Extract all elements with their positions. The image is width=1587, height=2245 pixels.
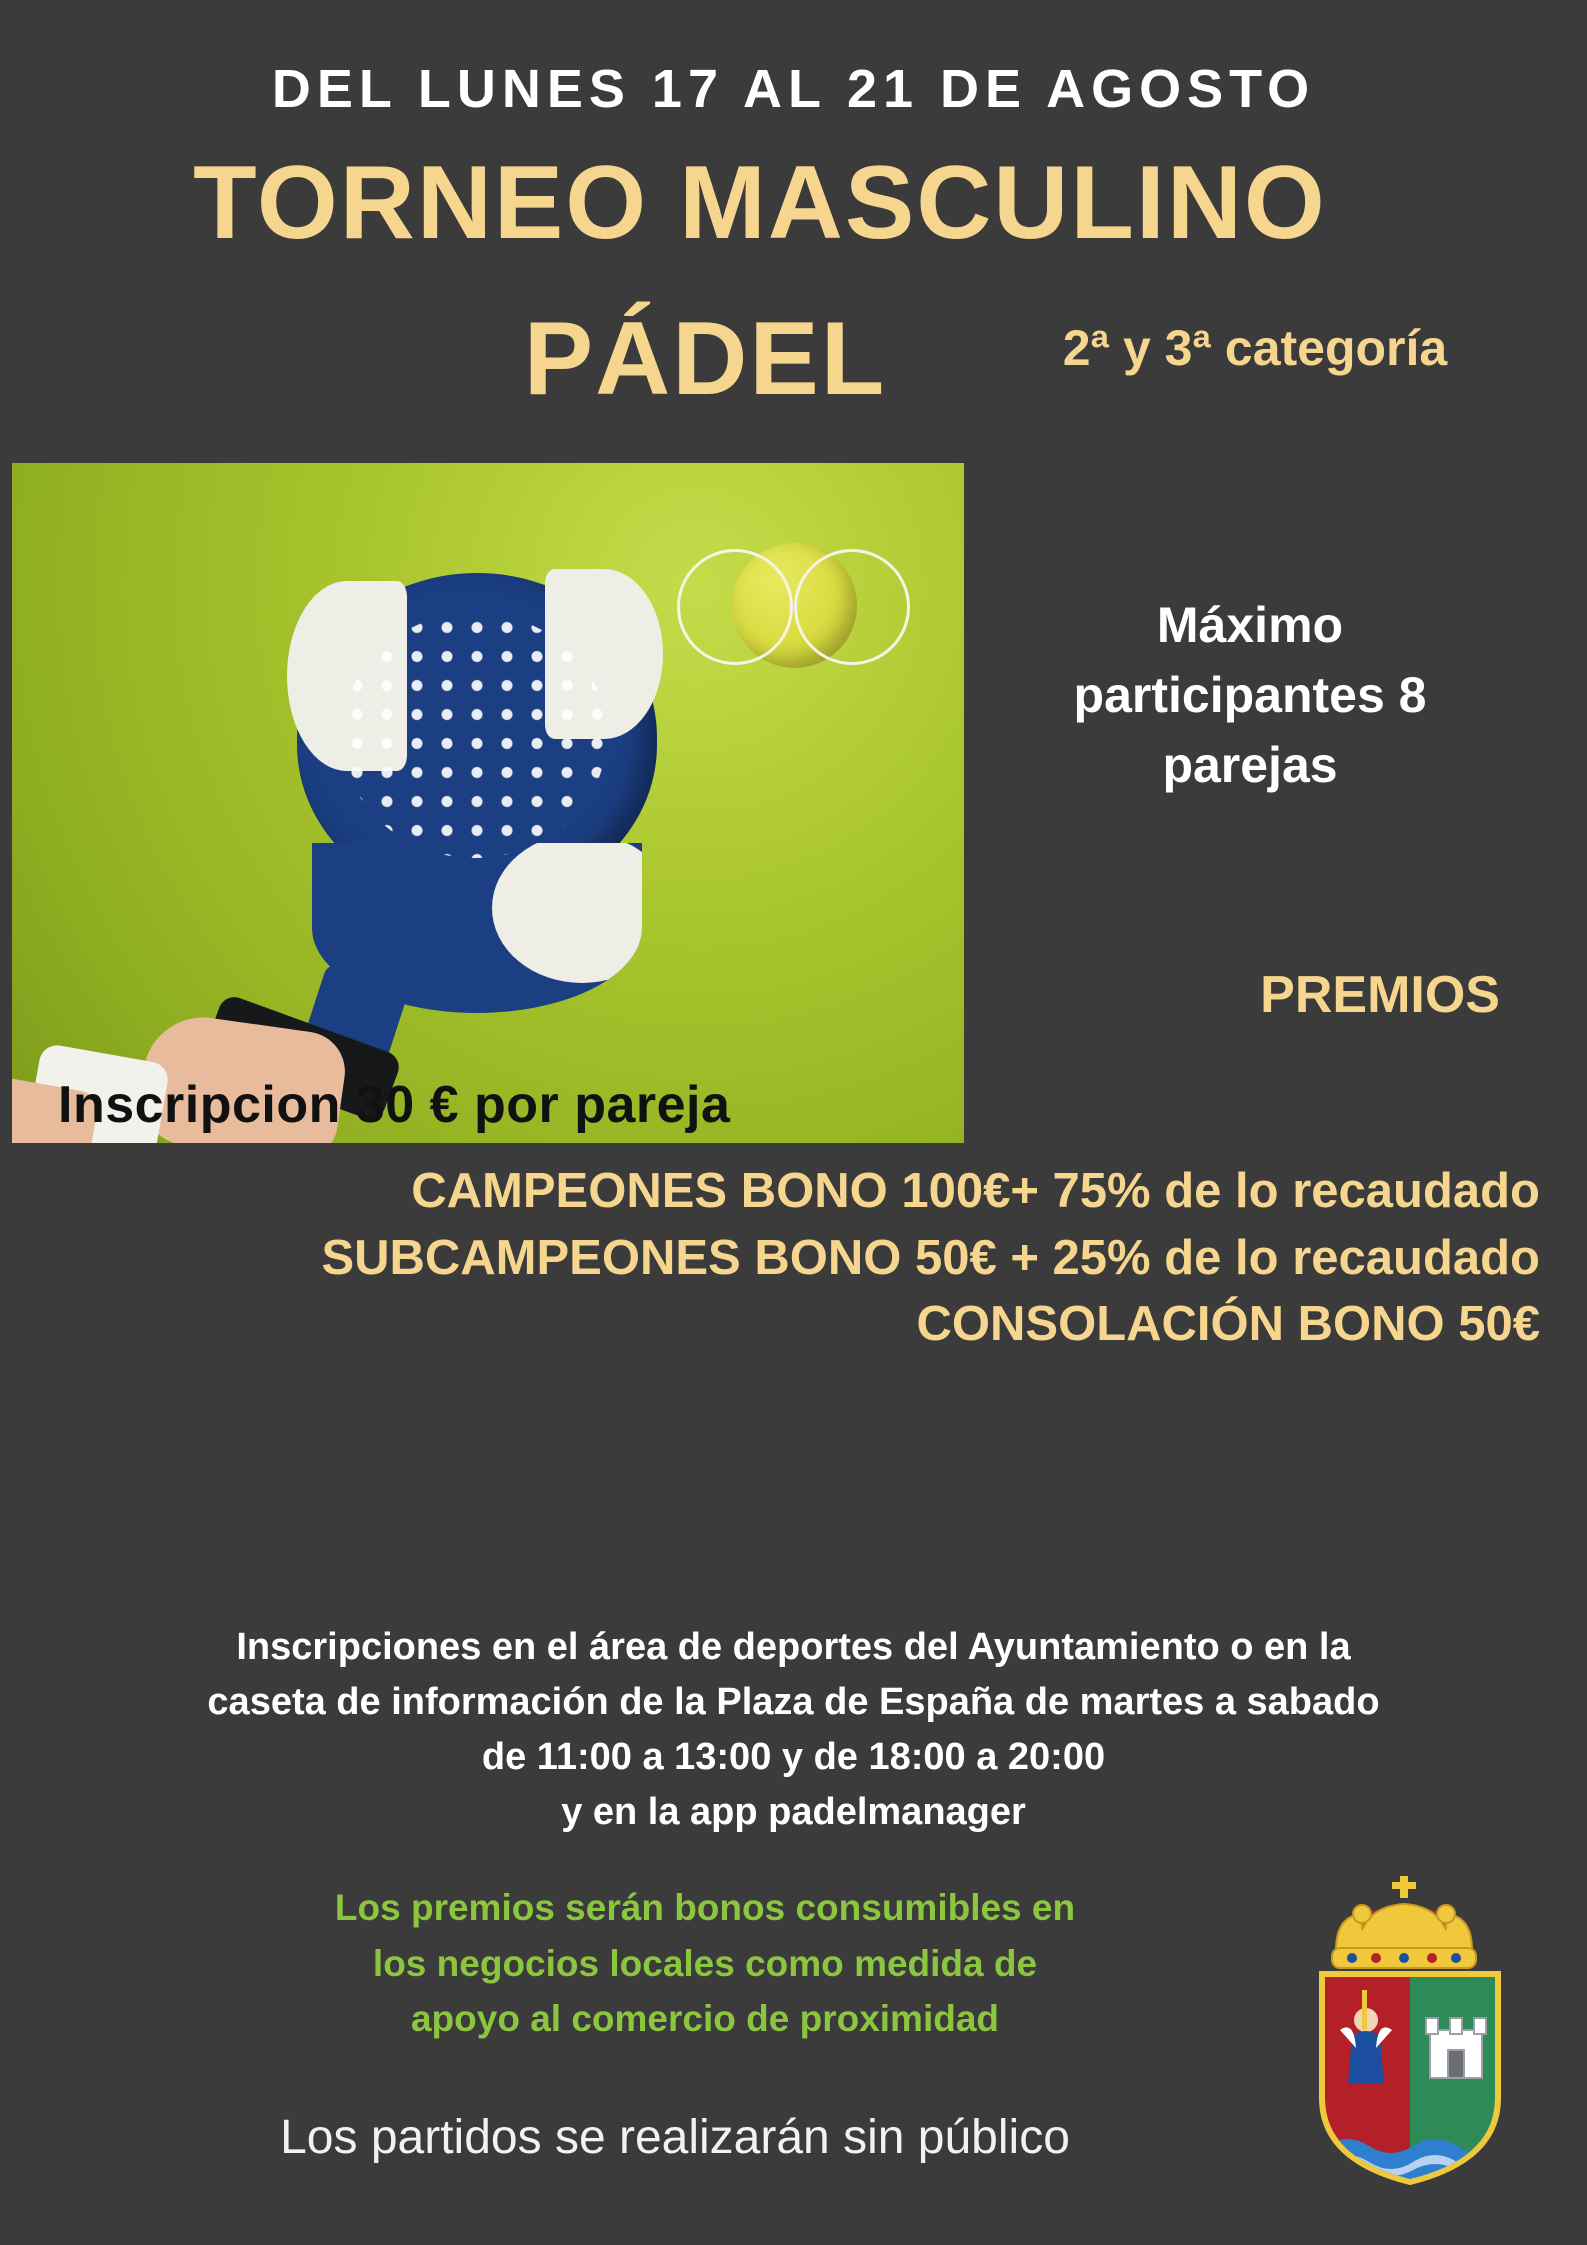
green-note-line-3: apoyo al comercio de proximidad [410, 1998, 1000, 2039]
green-note-line-2: los negocios locales como medida de [372, 1942, 1038, 1984]
green-note-line-1: Los premios serán bonos consumibles en [334, 1887, 1076, 1928]
prize-consolation: CONSOLACIÓN BONO 50€ [916, 1297, 1540, 1352]
inscription-price: Inscripcion 30 € por pareja [58, 1076, 731, 1134]
no-public-note: Los partidos se realizarán sin público [280, 2111, 1070, 2164]
racket-holes-pattern [342, 613, 607, 858]
info-line-2: caseta de información de la Plaza de España de martes a sabado [207, 1681, 1380, 1724]
local-business-note [150, 1880, 1260, 2047]
prize-champions: CAMPEONES BONO 100€+ 75% de lo recaudado [411, 1164, 1540, 1218]
category-label: 2ª y 3ª categoría [1062, 320, 1448, 376]
poster-subtitle: PÁDEL [523, 301, 887, 417]
max-participants-label: Máximo participantes 8 parejas [1073, 597, 1427, 793]
poster-title: TORNEO MASCULINO [193, 145, 1327, 261]
prizes-list [60, 1160, 1540, 1360]
info-line-1: Inscripciones en el área de deportes del Ayuntamiento o en la [236, 1626, 1351, 1668]
prizes-heading: PREMIOS [1260, 966, 1500, 1024]
prize-runners-up: SUBCAMPEONES BONO 50€ + 25% de lo recaudado [321, 1230, 1540, 1285]
padel-photo [12, 463, 964, 1143]
info-line-4: y en la app padelmanager [561, 1791, 1026, 1834]
poster-date-line: DEL LUNES 17 AL 21 DE AGOSTO [271, 59, 1316, 119]
coat-of-arms-icon [1300, 1870, 1520, 2190]
info-line-3: de 11:00 a 13:00 y de 18:00 a 20:00 [481, 1736, 1106, 1779]
registration-info [20, 1620, 1567, 1840]
tennis-ball-icon [732, 543, 857, 668]
